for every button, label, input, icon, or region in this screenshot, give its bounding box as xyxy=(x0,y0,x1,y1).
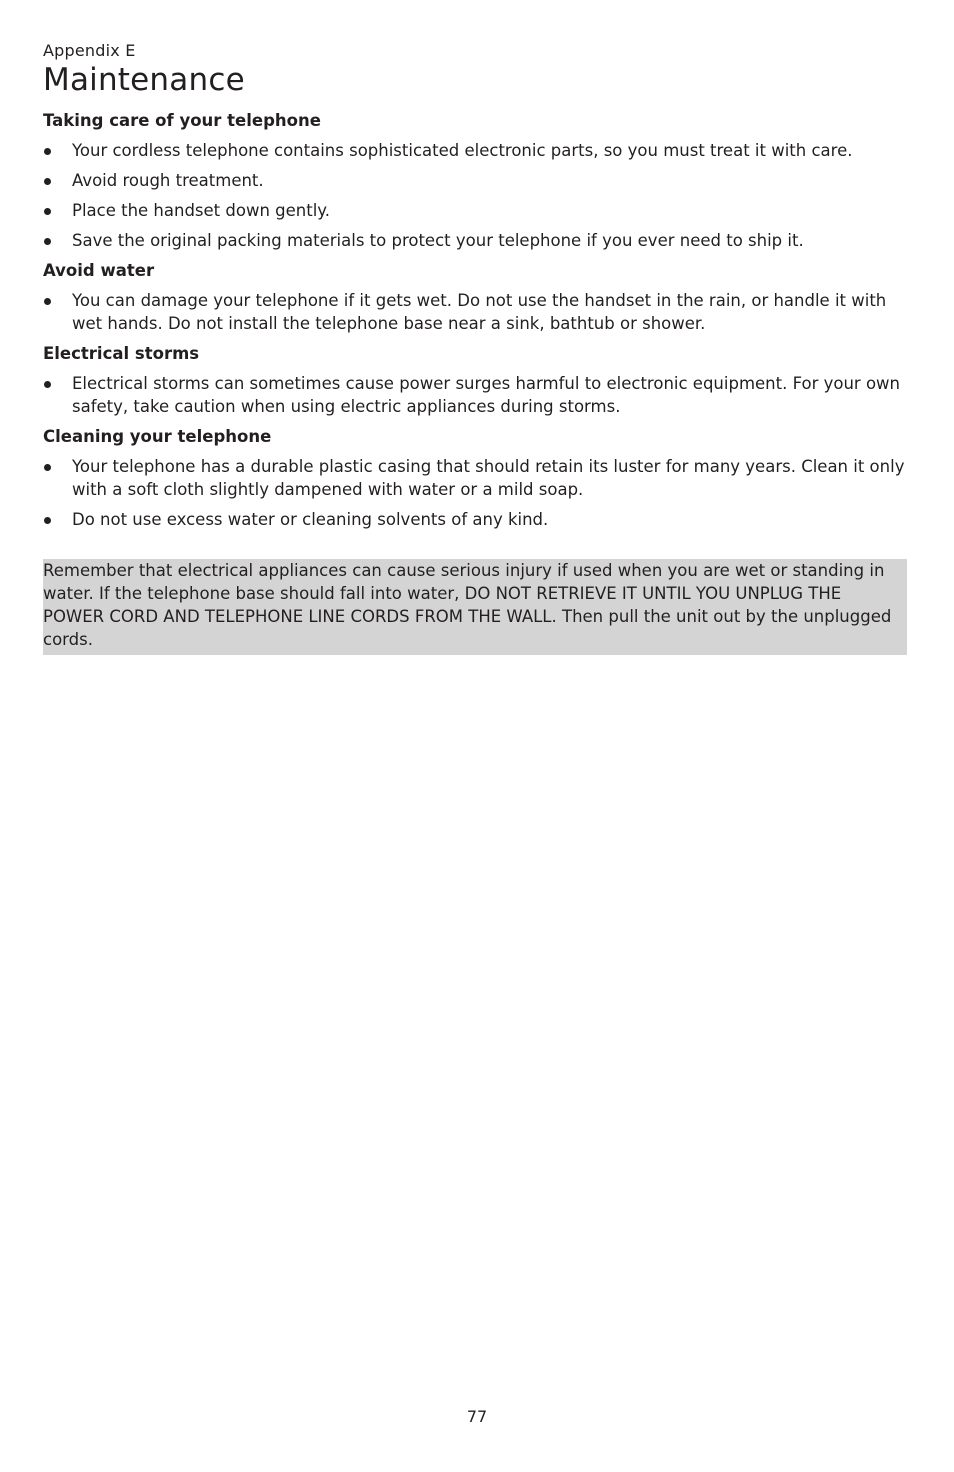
bullet-icon xyxy=(44,238,51,245)
section-taking-care xyxy=(43,109,911,252)
list-item xyxy=(43,508,911,531)
list-item-text: You can damage your telephone if it gets wet. Do not use the handset in the rain, or handle it with wet hands. Do not install the telephone base near a sink, bathtub or shower. xyxy=(72,291,887,333)
bullet-icon xyxy=(44,381,51,388)
list-item xyxy=(43,139,911,162)
list-item-text: Save the original packing materials to protect your telephone if you ever need to ship it. xyxy=(72,231,804,250)
appendix-label: Appendix E xyxy=(43,41,136,60)
list-item-text: Place the handset down gently. xyxy=(72,201,330,220)
bullet-icon xyxy=(44,298,51,305)
list-item-text: Your cordless telephone contains sophisticated electronic parts, so you must treat it with care. xyxy=(72,141,853,160)
section-heading: Taking care of your telephone xyxy=(43,111,321,130)
bullet-icon xyxy=(44,148,51,155)
page-number: 77 xyxy=(466,1407,488,1426)
bullet-list xyxy=(43,455,911,531)
list-item-text: Your telephone has a durable plastic casing that should retain its luster for many years. Clean it only with a soft cloth slightly dampened with water or a mild soap. xyxy=(72,457,905,499)
list-item xyxy=(43,372,911,418)
section-heading: Cleaning your telephone xyxy=(43,427,272,446)
section-heading: Avoid water xyxy=(43,261,155,280)
bullet-icon xyxy=(44,178,51,185)
list-item xyxy=(43,169,911,192)
page-title: Maintenance xyxy=(43,62,245,98)
bullet-list xyxy=(43,139,911,252)
warning-box: Remember that electrical appliances can cause serious injury if used when you are wet or standing in water. If the telephone base should fall into water, DO NOT RETRIEVE IT UNTIL YOU UNPLUG THE POWER CORD AND TELEPHONE LINE CORDS FROM THE WALL. Then pull the unit out by the unplugged cords. xyxy=(43,559,907,655)
list-item-text: Electrical storms can sometimes cause power surges harmful to electronic equipment. For your own safety, take caution when using electric appliances during storms. xyxy=(72,374,901,416)
list-item-text: Do not use excess water or cleaning solvents of any kind. xyxy=(72,510,549,529)
bullet-icon xyxy=(44,517,51,524)
section-heading: Electrical storms xyxy=(43,344,200,363)
bullet-list xyxy=(43,372,911,418)
section-avoid-water xyxy=(43,259,911,335)
list-item xyxy=(43,289,911,335)
list-item xyxy=(43,229,911,252)
bullet-icon xyxy=(44,464,51,471)
section-electrical-storms xyxy=(43,342,911,418)
list-item xyxy=(43,199,911,222)
bullet-list xyxy=(43,289,911,335)
list-item-text: Avoid rough treatment. xyxy=(72,171,264,190)
main-content xyxy=(43,109,911,538)
section-cleaning xyxy=(43,425,911,531)
list-item xyxy=(43,455,911,501)
bullet-icon xyxy=(44,208,51,215)
